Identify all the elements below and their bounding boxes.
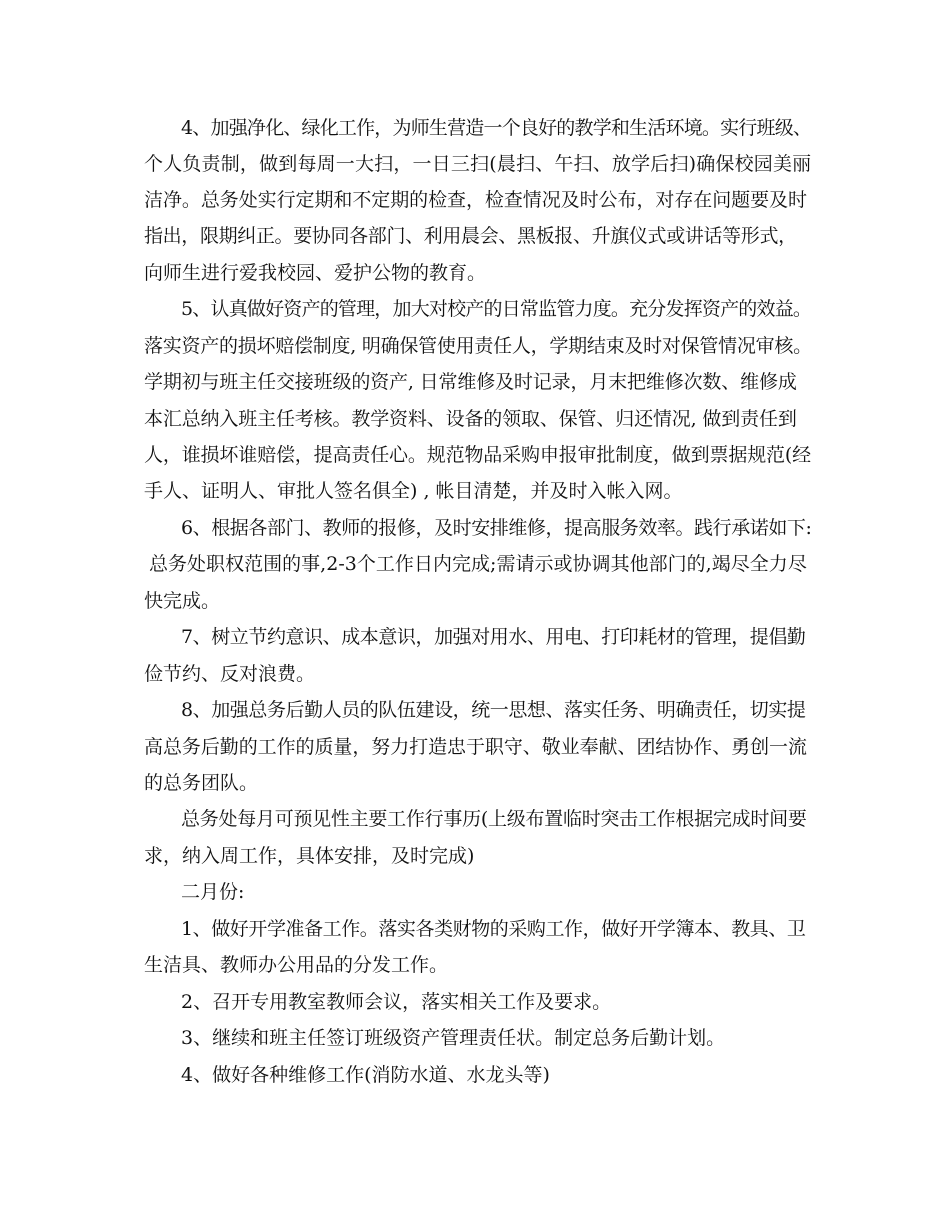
- paragraph-4-line-2: 个人负责制，做到每周一大扫，一日三扫(晨扫、午扫、放学后扫)确保校园美丽: [144, 153, 812, 175]
- paragraph-5-line-2: 落实资产的损坏赔偿制度, 明确保管使用责任人，学期结束及时对保管情况审核。: [144, 335, 812, 357]
- feb-item-1-line-2: 生洁具、教师办公用品的分发工作。: [144, 954, 449, 976]
- paragraph-5-line-6: 手人、证明人、审批人签名俱全) , 帐目清楚，并及时入帐入网。: [144, 480, 683, 502]
- paragraph-7-line-2: 俭节约、反对浪费。: [144, 663, 316, 685]
- paragraph-4-line-5: 向师生进行爱我校园、爱护公物的教育。: [144, 262, 487, 284]
- feb-item-1-line-1: 1、做好开学准备工作。落实各类财物的采购工作，做好开学簿本、教具、卫: [181, 918, 806, 940]
- paragraph-8-line-1: 8、加强总务后勤人员的队伍建设，统一思想、落实任务、明确责任，切实提: [181, 699, 806, 721]
- paragraph-8-line-3: 的总务团队。: [144, 772, 259, 794]
- calendar-intro-line-1: 总务处每月可预见性主要工作行事历(上级布置临时突击工作根据完成时间要: [181, 808, 807, 830]
- month-heading: 二月份:: [181, 881, 245, 903]
- paragraph-5-line-1: 5、认真做好资产的管理，加大对校产的日常监管力度。充分发挥资产的效益。: [181, 298, 812, 320]
- feb-item-3: 3、继续和班主任签订班级资产管理责任状。制定总务后勤计划。: [181, 1027, 726, 1049]
- paragraph-4-line-3: 洁净。总务处实行定期和不定期的检查，检查情况及时公布，对存在问题要及时: [144, 189, 807, 211]
- feb-item-2: 2、召开专用教室教师会议，落实相关工作及要求。: [181, 991, 612, 1013]
- paragraph-4-line-1: 4、加强净化、绿化工作，为师生营造一个良好的教学和生活环境。实行班级、: [181, 117, 812, 139]
- paragraph-5-line-4: 本汇总纳入班主任考核。教学资料、设备的领取、保管、归还情况, 做到责任到: [144, 408, 797, 430]
- calendar-intro-line-2: 求，纳入周工作，具体安排，及时完成): [144, 845, 475, 867]
- paragraph-6-line-2: 总务处职权范围的事,2-3个工作日内完成;需请示或协调其他部门的,竭尽全力尽: [149, 553, 807, 575]
- paragraph-8-line-2: 高总务后勤的工作的质量，努力打造忠于职守、敬业奉献、团结协作、勇创一流: [144, 736, 807, 758]
- paragraph-6-line-1: 6、根据各部门、教师的报修，及时安排维修，提高服务效率。践行承诺如下:: [181, 517, 812, 539]
- paragraph-4-line-4: 指出，限期纠正。要协同各部门、利用晨会、黑板报、升旗仪式或讲话等形式，: [144, 225, 797, 247]
- feb-item-4: 4、做好各种维修工作(消防水道、水龙头等): [181, 1064, 550, 1086]
- paragraph-6-line-3: 快完成。: [144, 590, 221, 612]
- paragraph-5-line-3: 学期初与班主任交接班级的资产, 日常维修及时记录，月末把维修次数、维修成: [144, 371, 797, 393]
- paragraph-7-line-1: 7、树立节约意识、成本意识，加强对用水、用电、打印耗材的管理，提倡勤: [181, 626, 806, 648]
- paragraph-5-line-5: 人，谁损坏谁赔偿，提高责任心。规范物品采购申报审批制度，做到票据规范(经: [144, 444, 812, 466]
